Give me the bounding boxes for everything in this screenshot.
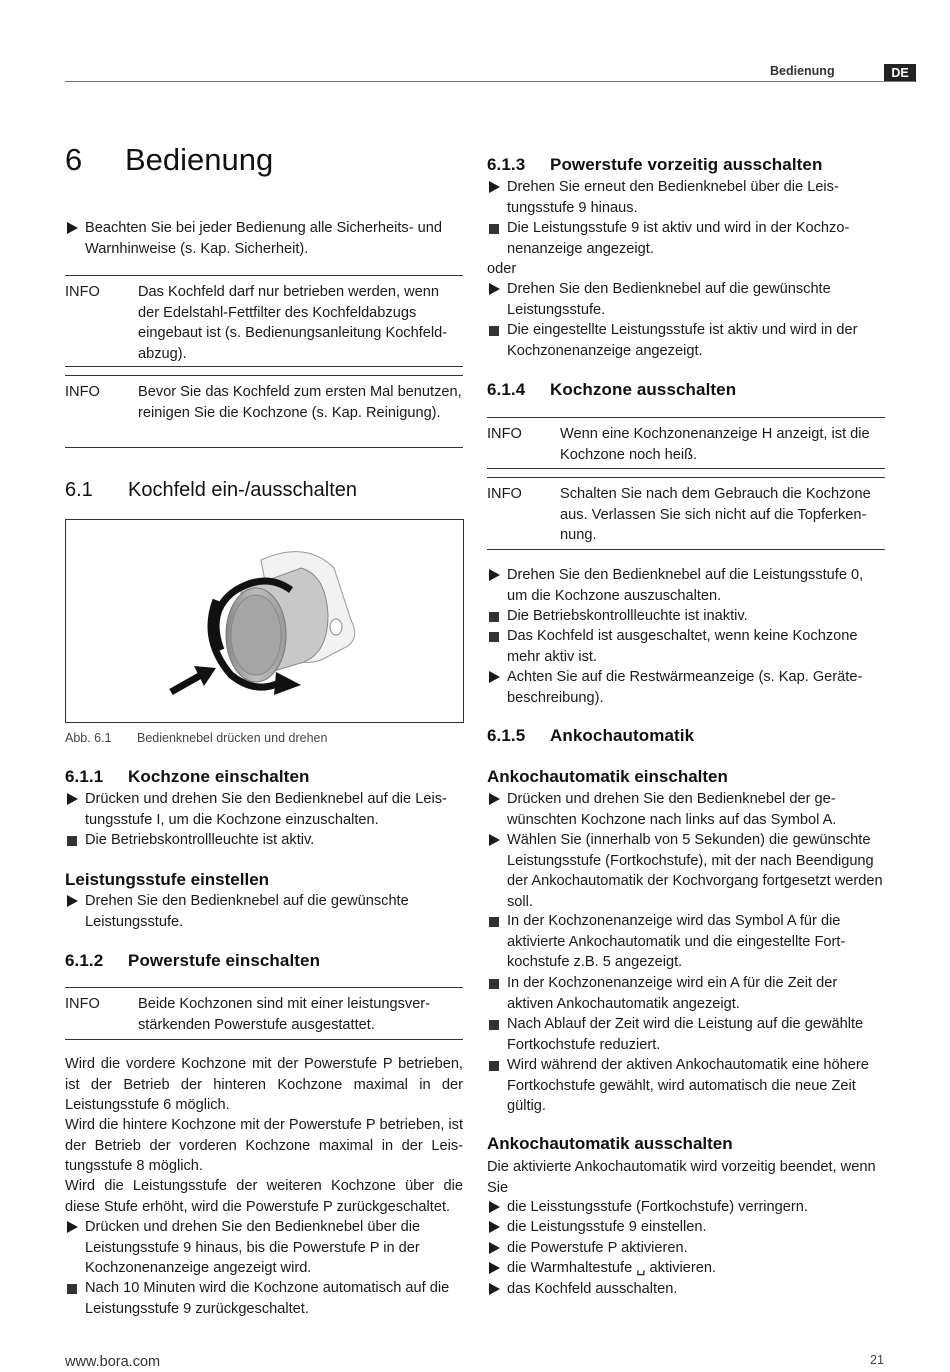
bullet-arrow-icon	[489, 181, 500, 193]
result-square-icon	[67, 1284, 77, 1294]
sub-heading: Ankochautomatik ausschalten	[487, 1134, 733, 1153]
or-text: oder	[487, 261, 517, 277]
bullet-arrow-icon	[489, 1242, 500, 1254]
header-rule	[65, 81, 915, 82]
bullet-arrow-icon	[489, 1283, 500, 1295]
rotate-arrowhead-icon	[274, 672, 301, 695]
info-box: INFO Beide Kochzonen sind mit einer leistungsverstärkenden Powerstufe ausgestattet.	[65, 987, 463, 1040]
bullet-arrow-icon	[489, 1201, 500, 1213]
list-item: Nach Ablauf der Zeit wird die Leistung auf die gewählte Fortkochstufe reduziert.	[487, 1014, 885, 1055]
result-square-icon	[489, 979, 499, 989]
bullet-arrow-icon	[67, 1221, 78, 1233]
list-item: Drehen Sie den Bedienknebel auf die Leistungsstufe 0, um die Kochzone auszuschalten.	[487, 565, 885, 606]
info-box: INFO Wenn eine Kochzonenanzeige H anzeigt, ist die Kochzone noch heiß.	[487, 417, 885, 469]
list-item: Drehen Sie den Bedienknebel auf die gewünschte Leistungsstufe.	[487, 279, 885, 320]
bullet-arrow-icon	[67, 793, 78, 805]
list-item: Die Betriebskontrollleuchte ist aktiv.	[65, 830, 463, 851]
bullet-arrow-icon	[67, 895, 78, 907]
list-item: die Warmhaltestufe ␣ aktivieren.	[487, 1258, 885, 1279]
language-badge: DE	[884, 64, 916, 82]
section-heading: 6.1 Kochfeld ein-/ausschalten	[65, 479, 358, 501]
list-item: das Kochfeld ausschalten.	[487, 1279, 885, 1300]
info-box: INFO Bevor Sie das Kochfeld zum ersten Mal benutzen, reinigen Sie die Kochzone (s. Kap. Reinigung).	[65, 375, 463, 448]
subsection-heading: 6.1.4 Kochzone ausschalten	[487, 380, 737, 399]
sub-heading: Leistungsstufe einstellen	[65, 870, 270, 889]
list-item: Beachten Sie bei jeder Bedienung alle Sicherheits- und Warnhinweise (s. Kap. Sicherheit).	[65, 218, 463, 259]
paragraph: Wird die hintere Kochzone mit der Powerstufe P betrieben, ist der Betrieb der vorderen Kochzone maximal in der Leistungsstufe 8 möglich.	[65, 1117, 464, 1174]
list-item: Drehen Sie erneut den Bedienknebel über die Leistungsstufe 9 hinaus.	[487, 177, 885, 218]
list-item: die Leisstungsstufe (Fortkochstufe) verringern.	[487, 1197, 885, 1218]
list-item: die Leistungsstufe 9 einstellen.	[487, 1217, 885, 1238]
list-item: In der Kochzonenanzeige wird das Symbol A für die aktivierte Ankochautomatik und die eingestellte Fortkochstufe z.B. 5 angezeigt.	[487, 911, 885, 973]
result-square-icon	[489, 326, 499, 336]
bullet-arrow-icon	[489, 283, 500, 295]
bullet-arrow-icon	[67, 222, 78, 234]
result-square-icon	[489, 632, 499, 642]
list-item: Nach 10 Minuten wird die Kochzone automatisch auf die Leistungsstufe 9 zurückgeschaltet.	[65, 1278, 463, 1319]
result-square-icon	[489, 612, 499, 622]
result-square-icon	[489, 1061, 499, 1071]
list-item: Das Kochfeld ist ausgeschaltet, wenn keine Kochzone mehr aktiv ist.	[487, 626, 885, 667]
footer-url: www.bora.com	[65, 1354, 161, 1370]
chapter-heading	[65, 142, 273, 178]
list-item: Drehen Sie den Bedienknebel auf die gewünschte Leistungsstufe.	[65, 891, 463, 932]
subsection-heading: 6.1.2 Powerstufe einschalten	[65, 951, 321, 970]
paragraph: Die aktivierte Ankochautomatik wird vorzeitig beendet, wenn Sie	[487, 1159, 876, 1196]
figure-caption: Abb. 6.1 Bedienknebel drücken und drehen	[65, 731, 328, 745]
list-item: Die Betriebskontrollleuchte ist inaktiv.	[487, 606, 885, 627]
result-square-icon	[67, 836, 77, 846]
info-box: INFO Schalten Sie nach dem Gebrauch die Kochzone aus. Verlassen Sie sich nicht auf die Topferkennung.	[487, 477, 885, 550]
paragraph: Wird die Leistungsstufe der weiteren Kochzone über die diese Stufe erhöht, wird die Powerstufe P zurückgeschaltet.	[65, 1178, 463, 1215]
subsection-heading: 6.1.3 Powerstufe vorzeitig ausschalten	[487, 155, 823, 174]
list-item: Die eingestellte Leistungsstufe ist aktiv und wird in der Kochzonenanzeige angezeigt.	[487, 320, 885, 361]
list-item: Die Leistungsstufe 9 ist aktiv und wird in der Kochzonenanzeige angezeigt.	[487, 218, 885, 259]
subsection-heading: 6.1.5 Ankochautomatik	[487, 726, 695, 745]
subsection-heading: 6.1.1 Kochzone einschalten	[65, 767, 310, 786]
list-item: Achten Sie auf die Restwärmeanzeige (s. Kap. Gerätebeschreibung).	[487, 667, 885, 708]
page-number: 21	[870, 1353, 884, 1367]
list-item: Wird während der aktiven Ankochautomatik eine höhere Fortkochstufe gewählt, wird automatisch die neue Zeit gültig.	[487, 1055, 885, 1117]
bullet-arrow-icon	[489, 1262, 500, 1274]
info-box: INFO Das Kochfeld darf nur betrieben werden, wenn der Edelstahl-Fettfilter des Kochfeldabzugs eingebaut ist (s. Bedienungsanleitung Kochfeldabzug).	[65, 275, 463, 367]
paragraph: Wird die vordere Kochzone mit der Powerstufe P betrieben, ist der Betrieb der hinteren Kochzone maximal in der Leistungsstufe 6 möglich.	[65, 1056, 463, 1113]
list-item: Drücken und drehen Sie den Bedienknebel auf die Leistungsstufe I, um die Kochzone einzuschalten.	[65, 789, 463, 830]
list-item: die Powerstufe P aktivieren.	[487, 1238, 885, 1259]
list-item: Drücken und drehen Sie den Bedienknebel über die Leistungsstufe 9 hinaus, bis die Powerstufe P in der Kochzonenanzeige angezeigt wird.	[65, 1217, 463, 1279]
bullet-arrow-icon	[489, 671, 500, 683]
bullet-arrow-icon	[489, 834, 500, 846]
knob-drawing	[66, 520, 463, 722]
bullet-arrow-icon	[489, 569, 500, 581]
result-square-icon	[489, 224, 499, 234]
bullet-arrow-icon	[489, 1221, 500, 1233]
list-item: Drücken und drehen Sie den Bedienknebel der gewünschten Kochzone nach links auf das Symbol A.	[487, 789, 885, 830]
bullet-arrow-icon	[489, 793, 500, 805]
result-square-icon	[489, 1020, 499, 1030]
result-square-icon	[489, 917, 499, 927]
chapter-number: 6	[65, 142, 83, 177]
figure-knob-illustration	[65, 519, 464, 723]
list-item: In der Kochzonenanzeige wird ein A für die Zeit der aktiven Ankochautomatik angezeigt.	[487, 973, 885, 1014]
list-item: Wählen Sie (innerhalb von 5 Sekunden) die gewünschte Leistungsstufe (Fortkochstufe), mit der nach Beendigung der Ankochautomatik der Kochvorgang fortgesetzt werden soll.	[487, 830, 885, 912]
running-header: Bedienung	[770, 64, 835, 78]
sub-heading: Ankochautomatik einschalten	[487, 767, 728, 786]
chapter-title: Bedienung	[125, 142, 274, 177]
